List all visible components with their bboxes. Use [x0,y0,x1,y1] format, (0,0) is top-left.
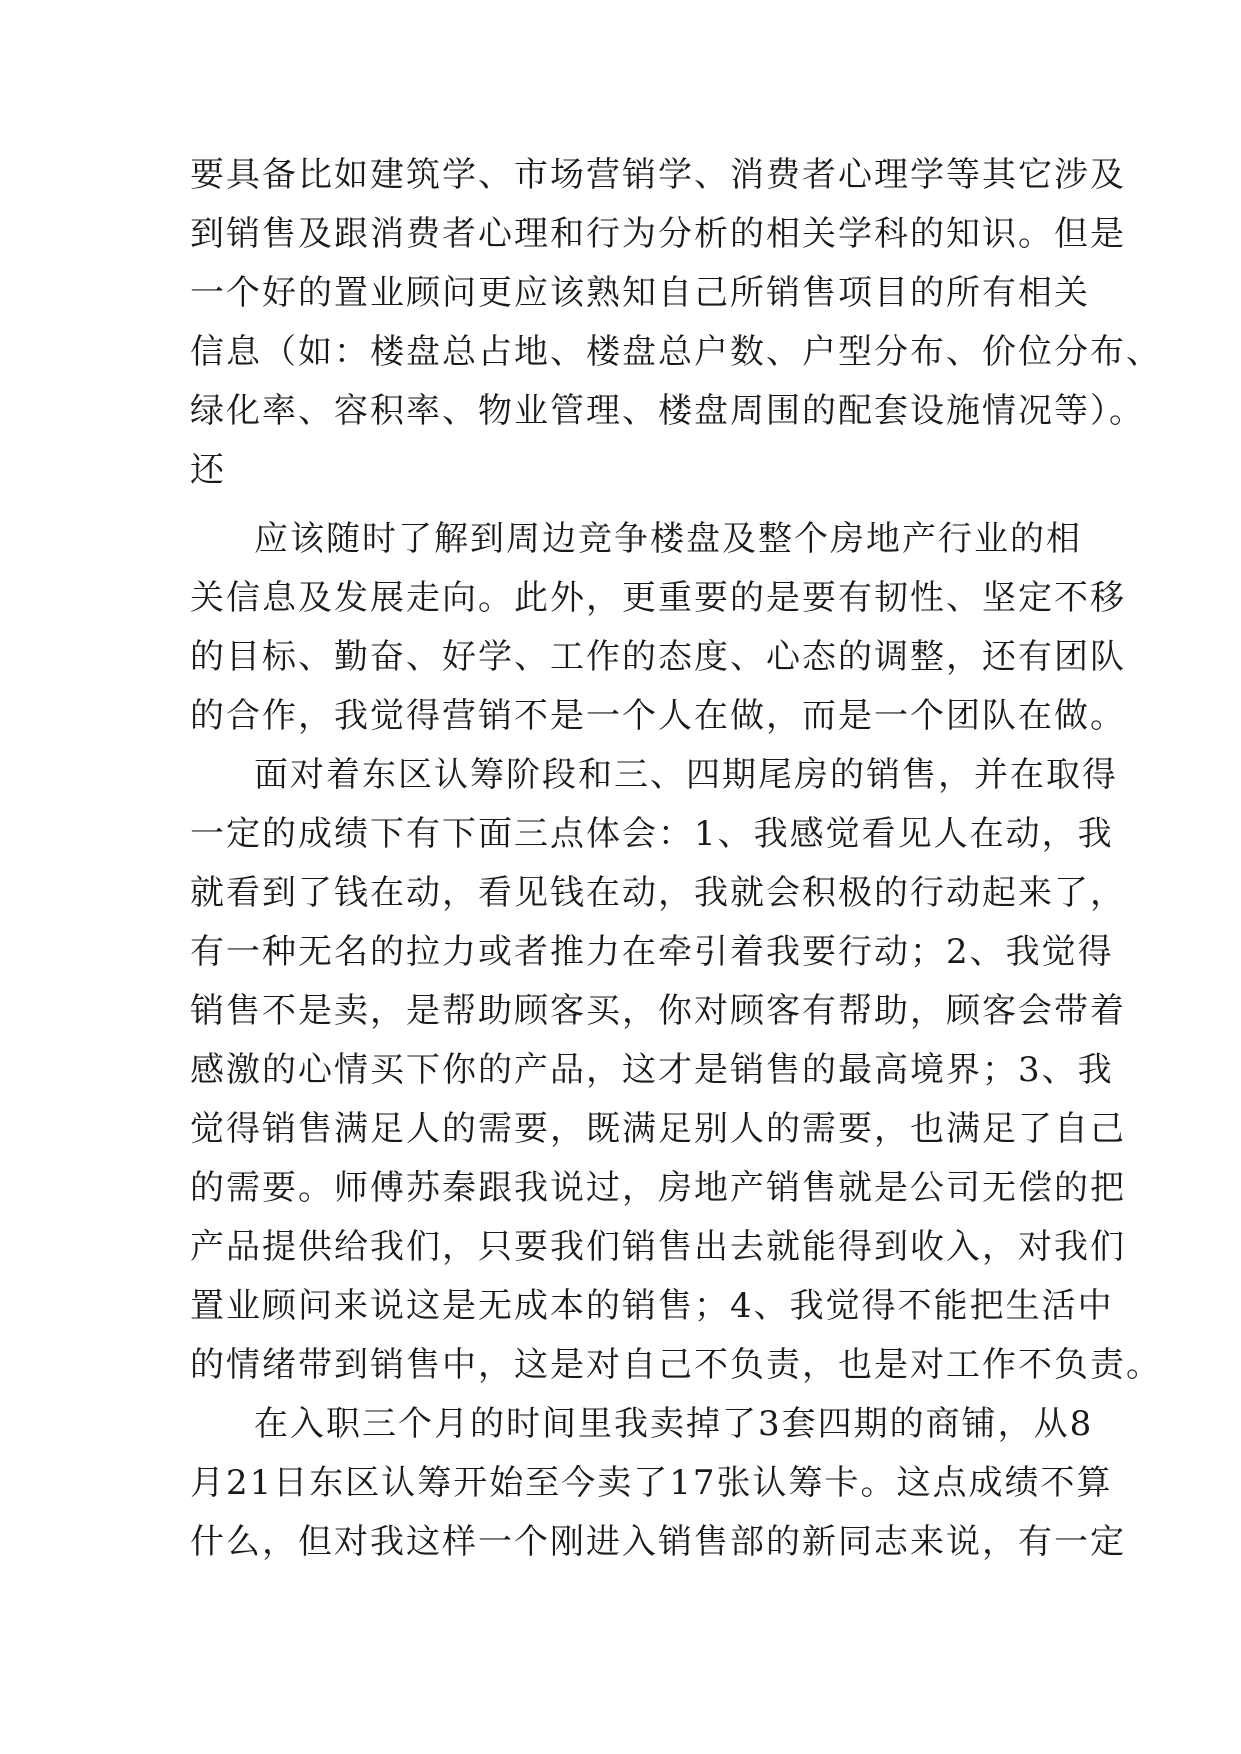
text-line: 感激的心情买下你的产品，这才是销售的最高境界；3、我 [190,1050,1114,1090]
text-line: 信息（如：楼盘总占地、楼盘总户数、户型分布、价位分布、 [190,332,1162,372]
text-line: 觉得销售满足人的需要，既满足别人的需要，也满足了自己 [190,1109,1126,1149]
text-line: 面对着东区认筹阶段和三、四期尾房的销售，并在取得 [254,755,1118,795]
text-line: 还 [190,450,226,490]
text-line: 什么，但对我这样一个刚进入销售部的新同志来说，有一定 [190,1522,1126,1562]
text-line: 有一种无名的拉力或者推力在牵引着我要行动；2、我觉得 [190,932,1114,972]
text-line: 置业顾问来说这是无成本的销售；4、我觉得不能把生活中 [190,1286,1114,1326]
text-line: 销售不是卖，是帮助顾客买，你对顾客有帮助，顾客会带着 [190,991,1126,1031]
text-line: 月21日东区认筹开始至今卖了17张认筹卡。这点成绩不算 [190,1463,1113,1503]
text-line: 就看到了钱在动，看见钱在动，我就会积极的行动起来了， [190,873,1126,913]
text-line: 的合作，我觉得营销不是一个人在做，而是一个团队在做。 [190,696,1126,736]
text-line: 应该随时了解到周边竞争楼盘及整个房地产行业的相 [254,519,1082,559]
text-line: 的目标、勤奋、好学、工作的态度、心态的调整，还有团队 [190,637,1126,677]
text-line: 在入职三个月的时间里我卖掉了3套四期的商铺，从8 [254,1404,1094,1444]
text-line: 要具备比如建筑学、市场营销学、消费者心理学等其它涉及 [190,155,1126,195]
text-line: 一定的成绩下有下面三点体会：1、我感觉看见人在动，我 [190,814,1114,854]
text-line: 绿化率、容积率、物业管理、楼盘周围的配套设施情况等）。 [190,391,1145,431]
text-line: 一个好的置业顾问更应该熟知自己所销售项目的所有相关 [190,273,1090,313]
text-line: 的情绪带到销售中，这是对自己不负责，也是对工作不负责。 [190,1345,1162,1385]
text-line: 关信息及发展走向。此外，更重要的是要有韧性、坚定不移 [190,578,1126,618]
text-line: 到销售及跟消费者心理和行为分析的相关学科的知识。但是 [190,214,1126,254]
text-line: 产品提供给我们，只要我们销售出去就能得到收入，对我们 [190,1227,1126,1267]
text-line: 的需要。师傅苏秦跟我说过，房地产销售就是公司无偿的把 [190,1168,1126,1208]
